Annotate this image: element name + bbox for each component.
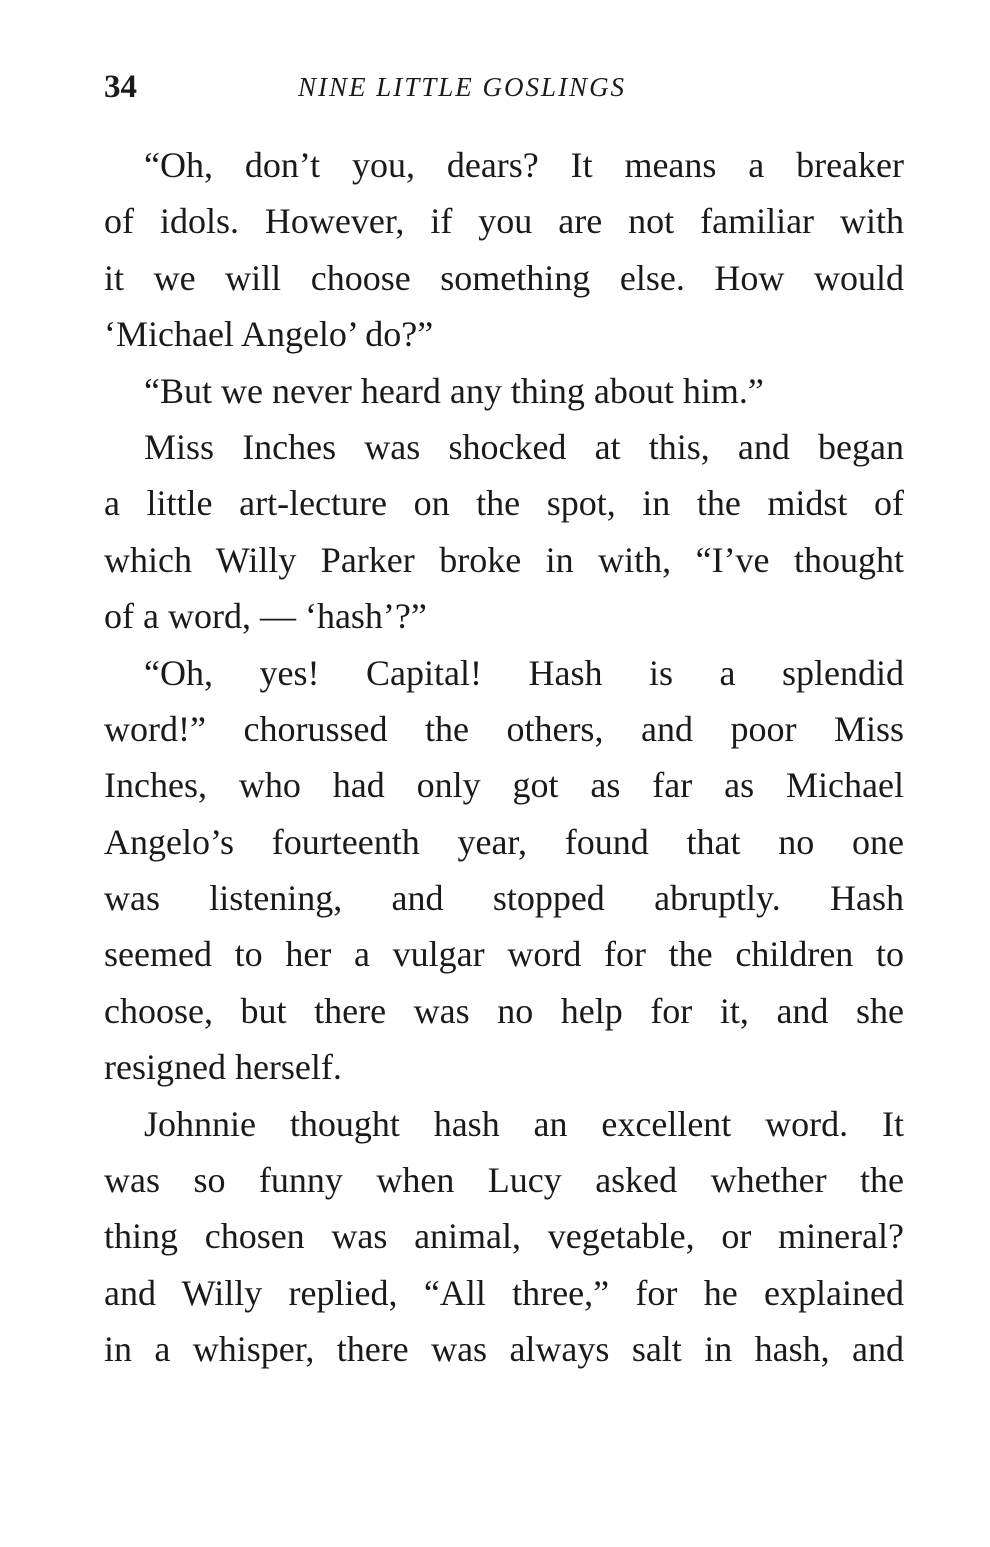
text-line: it we will choose something else. How would <box>104 257 904 298</box>
text-line: was so funny when Lucy asked whether the <box>104 1160 904 1201</box>
text-line: of a word, — ‘hash’?” <box>104 596 427 637</box>
text-line: a little art-lecture on the spot, in the midst of <box>104 483 904 524</box>
text-line: “Oh, yes! Capital! Hash is a splendid <box>144 652 904 693</box>
text-line: ‘Michael Angelo’ do?” <box>104 314 434 355</box>
text-line: choose, but there was no help for it, and she <box>104 990 904 1031</box>
text-line: in a whisper, there was always salt in hash, and <box>104 1329 904 1370</box>
text-line: word!” chorussed the others, and poor Miss <box>104 708 904 749</box>
body-text <box>104 137 904 1378</box>
running-title: NINE LITTLE GOSLINGS <box>298 72 627 102</box>
text-line: was listening, and stopped abruptly. Hash <box>104 878 904 919</box>
page-number: 34 <box>104 69 137 105</box>
text-line: thing chosen was animal, vegetable, or mineral? <box>104 1216 904 1257</box>
text-line: “But we never heard any thing about him.” <box>144 370 764 411</box>
text-line: Inches, who had only got as far as Michael <box>104 765 904 806</box>
text-line: Johnnie thought hash an excellent word. It <box>144 1103 904 1144</box>
text-line: of idols. However, if you are not familiar with <box>104 201 904 242</box>
page-header <box>104 62 904 112</box>
text-line: and Willy replied, “All three,” for he explained <box>104 1272 904 1313</box>
text-line: “Oh, don’t you, dears? It means a breaker <box>144 145 904 185</box>
text-line: which Willy Parker broke in with, “I’ve thought <box>104 539 904 580</box>
text-line: resigned herself. <box>104 1047 342 1088</box>
text-line: seemed to her a vulgar word for the children to <box>104 934 904 975</box>
text-line: Miss Inches was shocked at this, and began <box>144 426 904 467</box>
text-line: Angelo’s fourteenth year, found that no one <box>104 821 904 862</box>
